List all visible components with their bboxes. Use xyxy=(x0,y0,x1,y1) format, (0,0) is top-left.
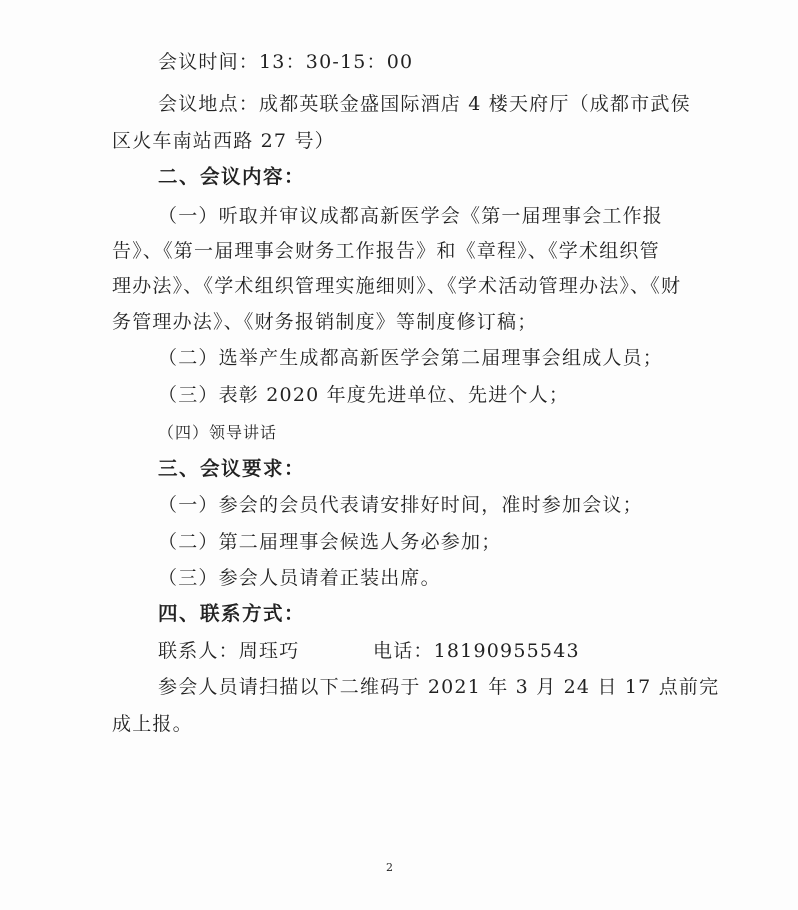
section-2-item-1-line-1: （一）听取并审议成都高新医学会《第一届理事会工作报 xyxy=(158,205,664,227)
section-3-item-2: （二）第二届理事会候选人务必参加； xyxy=(158,531,502,553)
section-2-item-2: （二）选举产生成都高新医学会第二届理事会组成人员； xyxy=(158,347,664,369)
section-3-heading: 三、会议要求： xyxy=(158,457,306,480)
meeting-location-line-1: 会议地点：成都英联金盛国际酒店 4 楼天府厅（成都市武侯 xyxy=(158,93,691,115)
meeting-time: 会议时间：13：30-15：00 xyxy=(158,51,414,73)
section-2-item-4: （四）领导讲话 xyxy=(158,423,278,442)
registration-notice-line-1: 参会人员请扫描以下二维码于 2021 年 3 月 24 日 17 点前完 xyxy=(158,676,720,698)
section-2-item-1-line-2: 告》、《第一届理事会财务工作报告》和《章程》、《学术组织管 xyxy=(112,240,660,262)
section-2-item-1-line-3: 理办法》、《学术组织管理实施细则》、《学术活动管理办法》、《财 xyxy=(112,275,682,297)
section-3-item-1: （一）参会的会员代表请安排好时间，准时参加会议； xyxy=(158,494,643,516)
registration-notice-line-2: 成上报。 xyxy=(112,713,193,735)
contact-phone: 电话：18190955543 xyxy=(373,640,580,662)
section-4-heading: 四、联系方式： xyxy=(158,602,306,625)
section-2-heading: 二、会议内容： xyxy=(158,165,306,188)
meeting-location-line-2: 区火车南站西路 27 号） xyxy=(112,130,335,152)
page-number: 2 xyxy=(386,861,393,874)
section-2-item-1-line-4: 务管理办法》、《财务报销制度》等制度修订稿； xyxy=(112,311,538,333)
contact-person: 联系人：周珏巧 xyxy=(158,640,300,662)
section-2-item-3: （三）表彰 2020 年度先进单位、先进个人； xyxy=(158,384,570,406)
section-3-item-3: （三）参会人员请着正装出席。 xyxy=(158,567,441,589)
